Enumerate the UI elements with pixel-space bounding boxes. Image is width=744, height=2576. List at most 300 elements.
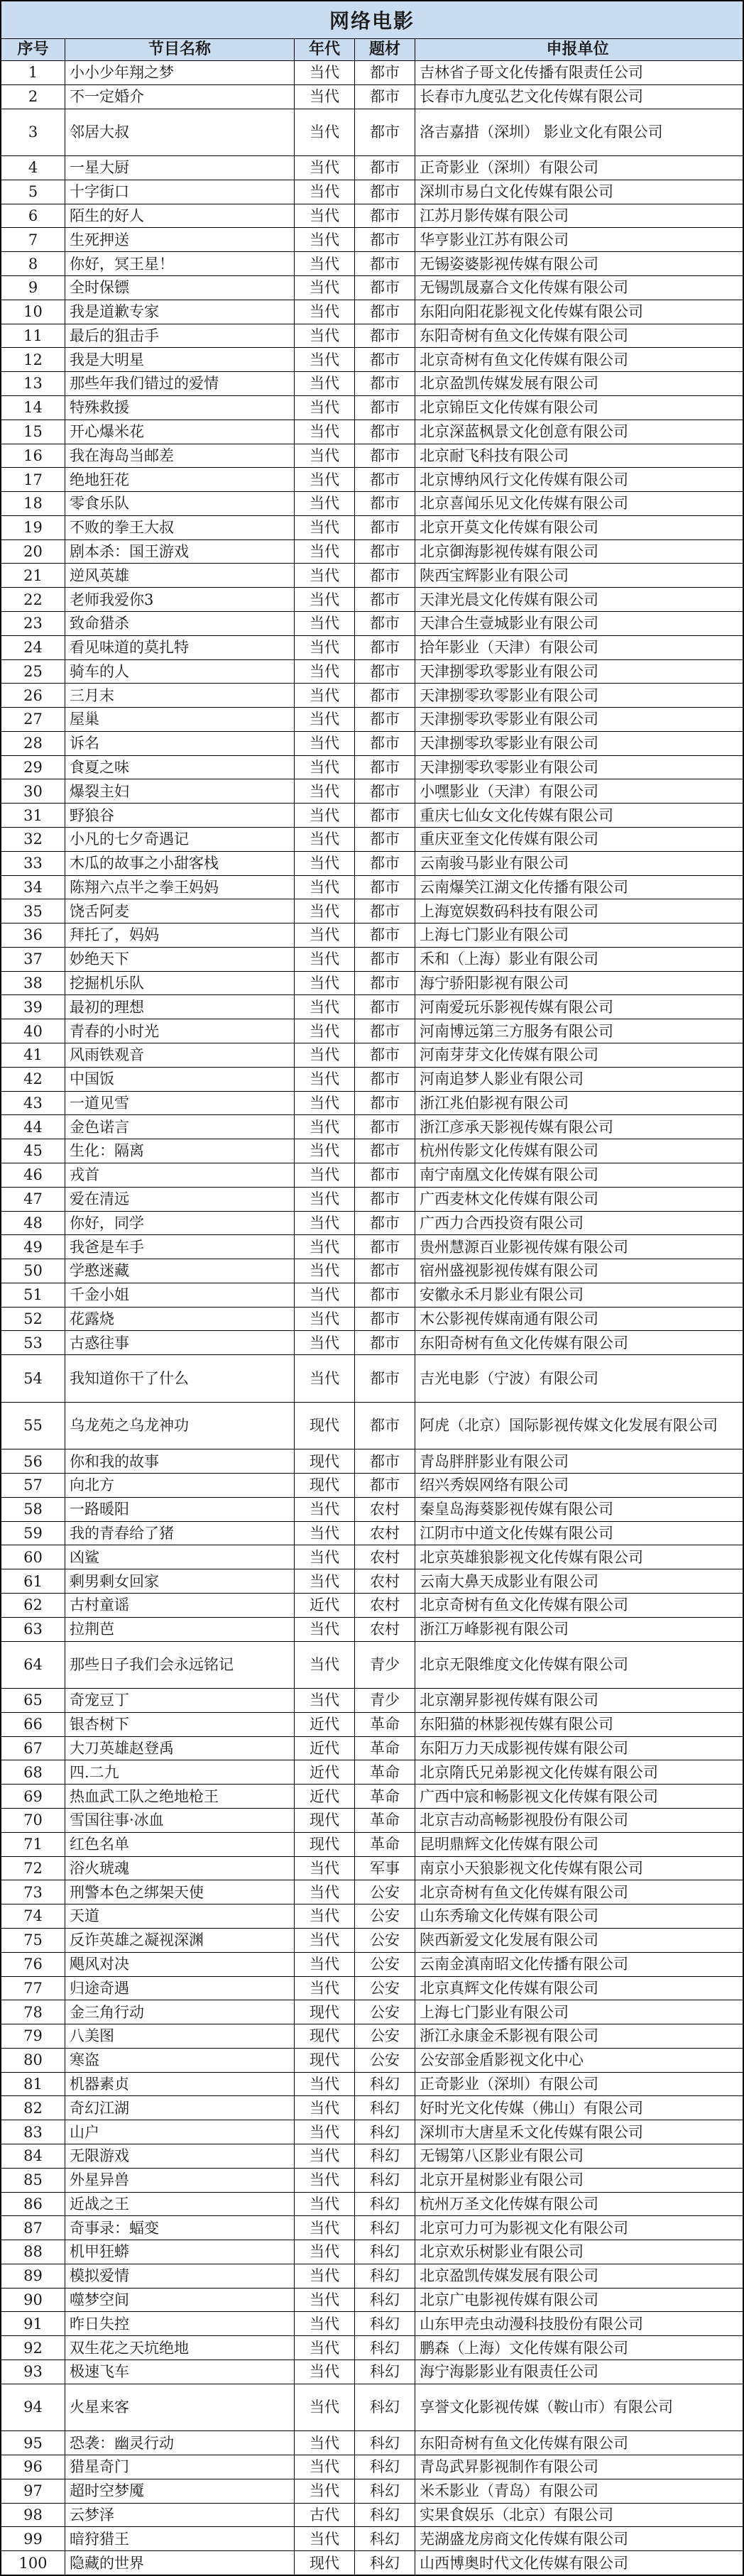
cell-theme: 都市	[355, 995, 415, 1019]
table-row	[1, 995, 743, 1019]
cell-unit: 浙江兆伯影视有限公司	[420, 1094, 569, 1112]
cell-unit: 深圳市易白文化传媒有限公司	[420, 183, 613, 201]
cell-name: 剩男剩女回家	[65, 1569, 295, 1593]
cell-era: 当代	[295, 1019, 355, 1043]
cell-no: 10	[1, 300, 65, 324]
cell-era: 当代	[295, 2455, 355, 2479]
table-row	[1, 300, 743, 324]
cell-theme: 都市	[355, 828, 415, 851]
cell-era: 当代	[295, 804, 355, 827]
cell-name: 骑车的人	[65, 660, 295, 684]
cell-name: 老师我爱你3	[65, 588, 295, 611]
cell-unit: 米禾影业（青岛）有限公司	[420, 2482, 598, 2500]
cell-unit: 天津光晨文化传媒有限公司	[420, 591, 598, 608]
cell-name: 四.二九	[65, 1760, 295, 1784]
cell-no: 9	[1, 276, 65, 300]
cell-theme: 都市	[355, 492, 415, 515]
cell-era: 当代	[295, 1545, 355, 1569]
cell-name: 机甲狂蟒	[65, 2240, 295, 2264]
table-row	[1, 444, 743, 468]
table-row	[1, 1857, 743, 1881]
cell-no: 59	[1, 1522, 65, 1545]
cell-no: 12	[1, 348, 65, 371]
cell-unit: 南宁南凰文化传媒有限公司	[420, 1166, 598, 1184]
cell-era: 当代	[295, 923, 355, 947]
cell-theme: 科幻	[355, 2431, 415, 2455]
cell-no: 97	[1, 2479, 65, 2503]
cell-unit: 无锡凯晟嘉合文化传媒有限公司	[420, 279, 628, 297]
table-row	[1, 1809, 743, 1833]
cell-unit: 北京可力可为影视文化有限公司	[420, 2219, 628, 2237]
cell-no: 71	[1, 1833, 65, 1856]
cell-theme: 青少	[355, 1642, 415, 1689]
cell-name: 金三角行动	[65, 2000, 295, 2024]
cell-era: 当代	[295, 948, 355, 971]
cell-theme: 科幻	[355, 2527, 415, 2550]
table-row	[1, 1092, 743, 1116]
cell-era: 当代	[295, 109, 355, 156]
cell-era: 当代	[295, 972, 355, 995]
cell-era: 现代	[295, 2000, 355, 2024]
cell-unit: 陕西宝辉影业有限公司	[420, 566, 569, 584]
cell-era: 当代	[295, 2144, 355, 2168]
table-row	[1, 276, 743, 300]
cell-unit: 昆明鼎辉文化传媒有限公司	[420, 1836, 598, 1853]
cell-era: 当代	[295, 1522, 355, 1545]
table-row	[1, 1403, 743, 1450]
cell-name: 剧本杀：国王游戏	[65, 540, 295, 564]
cell-era: 当代	[295, 2312, 355, 2335]
cell-era: 当代	[295, 1259, 355, 1283]
table-row	[1, 1904, 743, 1929]
cell-no: 34	[1, 876, 65, 899]
table-row	[1, 1212, 743, 1236]
table-row	[1, 1498, 743, 1522]
cell-theme: 都市	[355, 420, 415, 444]
cell-theme: 科幻	[355, 2384, 415, 2431]
cell-unit: 北京奇树有鱼文化传媒有限公司	[420, 1883, 628, 1901]
cell-era: 当代	[295, 828, 355, 851]
cell-name: 超时空梦魇	[65, 2479, 295, 2503]
table-row	[1, 2000, 743, 2024]
cell-unit: 东阳万力天成影视传媒有限公司	[420, 1740, 628, 1757]
cell-theme: 都市	[355, 300, 415, 324]
header-row	[0, 39, 744, 61]
cell-no: 8	[1, 252, 65, 275]
cell-name: 看见味道的莫扎特	[65, 636, 295, 659]
cell-era: 现代	[295, 1474, 355, 1497]
cell-era: 近代	[295, 1785, 355, 1808]
cell-unit: 北京耐飞科技有限公司	[420, 446, 569, 464]
table-row	[1, 2024, 743, 2049]
cell-name: 屋巢	[65, 708, 295, 731]
cell-name: 大刀英雄赵登禹	[65, 1737, 295, 1760]
cell-theme: 都市	[355, 588, 415, 611]
cell-era: 现代	[295, 1449, 355, 1473]
cell-no: 20	[1, 540, 65, 564]
table-row	[1, 804, 743, 828]
cell-no: 23	[1, 612, 65, 635]
cell-name: 开心爆米花	[65, 420, 295, 444]
cell-theme: 科幻	[355, 2455, 415, 2479]
cell-era: 当代	[295, 1618, 355, 1641]
cell-era: 当代	[295, 636, 355, 659]
header-theme: 题材	[355, 39, 415, 60]
cell-unit: 正奇影业（深圳）有限公司	[420, 2075, 598, 2093]
cell-unit: 阿虎（北京）国际影视传媒文化发展有限公司	[420, 1417, 718, 1435]
cell-no: 50	[1, 1259, 65, 1283]
cell-era: 当代	[295, 180, 355, 204]
cell-no: 27	[1, 708, 65, 731]
cell-name: 最后的狙击手	[65, 324, 295, 348]
cell-unit: 北京盈凯传媒发展有限公司	[420, 2267, 598, 2285]
table-body	[0, 61, 744, 2576]
cell-no: 26	[1, 684, 65, 707]
cell-name: 学憨迷藏	[65, 1259, 295, 1283]
cell-theme: 都市	[355, 204, 415, 228]
cell-name: 反诈英雄之凝视深渊	[65, 1929, 295, 1952]
cell-theme: 都市	[355, 468, 415, 491]
table-row	[1, 2384, 743, 2432]
table-row	[1, 540, 743, 564]
cell-name: 一路暖阳	[65, 1498, 295, 1521]
cell-no: 73	[1, 1880, 65, 1904]
cell-name: 风雨铁观音	[65, 1043, 295, 1067]
cell-no: 74	[1, 1904, 65, 1928]
cell-theme: 公安	[355, 1929, 415, 1952]
cell-name: 刑警本色之绑架天使	[65, 1880, 295, 1904]
cell-name: 寒盗	[65, 2049, 295, 2072]
cell-era: 当代	[295, 1929, 355, 1952]
cell-unit: 云南金滇南昭文化传播有限公司	[420, 1956, 628, 1973]
cell-unit: 实果食娱乐（北京）有限公司	[420, 2506, 613, 2523]
cell-no: 61	[1, 1569, 65, 1593]
cell-unit: 北京开星树影业有限公司	[420, 2171, 584, 2189]
cell-unit: 杭州传影文化传媒有限公司	[420, 1142, 598, 1160]
cell-name: 零食乐队	[65, 492, 295, 515]
table-row	[1, 2216, 743, 2240]
cell-era: 当代	[295, 708, 355, 731]
table-row	[1, 1259, 743, 1283]
cell-name: 红色名单	[65, 1833, 295, 1856]
cell-era: 当代	[295, 1043, 355, 1067]
cell-unit: 广西麦林文化传媒有限公司	[420, 1190, 598, 1208]
cell-era: 当代	[295, 1642, 355, 1689]
cell-no: 58	[1, 1498, 65, 1521]
cell-no: 17	[1, 468, 65, 491]
table-row	[1, 324, 743, 349]
cell-no: 95	[1, 2431, 65, 2455]
cell-unit: 天津捌零玖零影业有限公司	[420, 686, 598, 704]
cell-unit: 禾和（上海）影业有限公司	[420, 950, 598, 968]
cell-theme: 农村	[355, 1569, 415, 1593]
cell-name: 古村童谣	[65, 1594, 295, 1617]
cell-no: 36	[1, 923, 65, 947]
cell-theme: 都市	[355, 779, 415, 803]
cell-theme: 都市	[355, 756, 415, 779]
cell-name: 恐袭：幽灵行动	[65, 2431, 295, 2455]
cell-unit: 东阳向阳花影视文化传媒有限公司	[420, 303, 643, 321]
cell-unit: 青岛胖胖影业有限公司	[420, 1452, 569, 1470]
cell-unit: 享誉文化影视传媒（鞍山市）有限公司	[420, 2399, 673, 2416]
cell-no: 19	[1, 516, 65, 539]
cell-unit: 北京盈凯传媒发展有限公司	[420, 375, 598, 393]
table-row	[1, 156, 743, 180]
cell-theme: 都市	[355, 899, 415, 923]
cell-no: 35	[1, 899, 65, 923]
cell-no: 100	[1, 2551, 65, 2575]
cell-no: 64	[1, 1642, 65, 1689]
cell-era: 现代	[295, 1833, 355, 1856]
cell-theme: 科幻	[355, 2264, 415, 2288]
table-row	[1, 588, 743, 612]
table-row	[1, 1594, 743, 1618]
cell-era: 当代	[295, 2431, 355, 2455]
cell-name: 隐藏的世界	[65, 2551, 295, 2575]
cell-era: 当代	[295, 1904, 355, 1928]
table-row	[1, 1163, 743, 1188]
cell-era: 当代	[295, 1188, 355, 1211]
cell-no: 96	[1, 2455, 65, 2479]
cell-name: 我的青春给了猪	[65, 1522, 295, 1545]
cell-era: 现代	[295, 2551, 355, 2575]
cell-name: 机器素贞	[65, 2073, 295, 2096]
cell-theme: 科幻	[355, 2312, 415, 2335]
cell-era: 当代	[295, 2336, 355, 2359]
cell-theme: 都市	[355, 1188, 415, 1211]
table-row	[1, 85, 743, 109]
cell-no: 41	[1, 1043, 65, 1067]
cell-era: 现代	[295, 2024, 355, 2048]
cell-theme: 科幻	[355, 2289, 415, 2312]
cell-era: 当代	[295, 2096, 355, 2120]
cell-unit: 广西力合西投资有限公司	[420, 1214, 584, 1232]
cell-unit: 上海七门影业有限公司	[420, 926, 569, 944]
table-row	[1, 2289, 743, 2313]
cell-theme: 都市	[355, 1331, 415, 1354]
cell-unit: 天津捌零玖零影业有限公司	[420, 758, 598, 776]
cell-name: 金色诺言	[65, 1115, 295, 1139]
cell-name: 十字街口	[65, 180, 295, 204]
cell-theme: 都市	[355, 1474, 415, 1497]
cell-name: 中国饭	[65, 1068, 295, 1091]
table-row	[1, 948, 743, 972]
cell-unit: 北京深蓝枫景文化创意有限公司	[420, 423, 628, 441]
cell-unit: 秦皇岛海葵影视传媒有限公司	[420, 1501, 613, 1518]
cell-theme: 青少	[355, 1689, 415, 1712]
cell-no: 66	[1, 1713, 65, 1736]
cell-no: 80	[1, 2049, 65, 2072]
cell-name: 奇幻江湖	[65, 2096, 295, 2120]
cell-era: 当代	[295, 2289, 355, 2312]
cell-no: 49	[1, 1235, 65, 1259]
cell-era: 当代	[295, 252, 355, 275]
cell-theme: 革命	[355, 1760, 415, 1784]
cell-theme: 都市	[355, 324, 415, 348]
cell-name: 食夏之味	[65, 756, 295, 779]
cell-era: 当代	[295, 899, 355, 923]
cell-era: 当代	[295, 1857, 355, 1880]
cell-name: 银杏树下	[65, 1713, 295, 1736]
cell-name: 花露烧	[65, 1308, 295, 1331]
cell-era: 当代	[295, 348, 355, 371]
cell-name: 归途奇遇	[65, 1977, 295, 2000]
cell-theme: 革命	[355, 1785, 415, 1808]
cell-theme: 革命	[355, 1737, 415, 1760]
cell-era: 当代	[295, 276, 355, 300]
cell-unit: 浙江彦承天影视传媒有限公司	[420, 1118, 613, 1136]
table-row	[1, 1474, 743, 1498]
cell-theme: 都市	[355, 1212, 415, 1235]
cell-no: 13	[1, 372, 65, 395]
header-era: 年代	[295, 39, 355, 60]
cell-era: 近代	[295, 1594, 355, 1617]
cell-name: 野狼谷	[65, 804, 295, 827]
table-row	[1, 564, 743, 588]
cell-name: 双生花之天坑绝地	[65, 2336, 295, 2359]
cell-no: 78	[1, 2000, 65, 2024]
table-row	[1, 756, 743, 780]
cell-theme: 都市	[355, 972, 415, 995]
table-row	[1, 2527, 743, 2551]
cell-theme: 公安	[355, 1880, 415, 1904]
table-row	[1, 2455, 743, 2479]
cell-unit: 无锡姿婆影视传媒有限公司	[420, 255, 598, 273]
cell-era: 当代	[295, 1880, 355, 1904]
cell-unit: 青岛武昇影视制作有限公司	[420, 2458, 598, 2476]
cell-unit: 天津捌零玖零影业有限公司	[420, 662, 598, 680]
table-row	[1, 1833, 743, 1857]
cell-theme: 农村	[355, 1498, 415, 1521]
cell-unit: 云南爆笑江湖文化传播有限公司	[420, 878, 628, 896]
cell-era: 当代	[295, 588, 355, 611]
cell-era: 当代	[295, 612, 355, 635]
cell-theme: 都市	[355, 85, 415, 109]
cell-no: 86	[1, 2193, 65, 2216]
cell-theme: 都市	[355, 1092, 415, 1115]
cell-unit: 山西博奥时代文化传媒有限公司	[420, 2554, 628, 2572]
cell-name: 天道	[65, 1904, 295, 1928]
cell-name: 不一定婚介	[65, 85, 295, 109]
cell-unit: 上海宽娱数码科技有限公司	[420, 902, 598, 920]
cell-theme: 都市	[355, 372, 415, 395]
cell-theme: 都市	[355, 1019, 415, 1043]
cell-unit: 贵州慧源百业影视传媒有限公司	[420, 1238, 628, 1256]
cell-no: 62	[1, 1594, 65, 1617]
cell-no: 85	[1, 2169, 65, 2192]
cell-unit: 北京广电影视传媒有限公司	[420, 2291, 598, 2308]
cell-theme: 都市	[355, 252, 415, 275]
cell-era: 当代	[295, 732, 355, 755]
cell-era: 当代	[295, 1569, 355, 1593]
cell-no: 87	[1, 2216, 65, 2240]
cell-no: 5	[1, 180, 65, 204]
cell-unit: 云南大鼻天成影业有限公司	[420, 1572, 598, 1590]
cell-no: 65	[1, 1689, 65, 1712]
table-row	[1, 1235, 743, 1259]
cell-era: 当代	[295, 468, 355, 491]
cell-era: 当代	[295, 492, 355, 515]
cell-unit: 宿州盛视影视传媒有限公司	[420, 1262, 598, 1280]
cell-theme: 公安	[355, 1953, 415, 1976]
cell-no: 18	[1, 492, 65, 515]
cell-theme: 都市	[355, 636, 415, 659]
cell-era: 当代	[295, 1235, 355, 1259]
cell-theme: 都市	[355, 1403, 415, 1449]
cell-name: 雪国往事·冰血	[65, 1809, 295, 1832]
cell-unit: 河南芽芽文化传媒有限公司	[420, 1046, 598, 1064]
cell-name: 我爸是车手	[65, 1235, 295, 1259]
sheet-title: 网络电影	[0, 0, 744, 39]
cell-name: 奇事录：蝠变	[65, 2216, 295, 2240]
cell-no: 82	[1, 2096, 65, 2120]
cell-name: 全时保镖	[65, 276, 295, 300]
cell-unit: 北京锦臣文化传媒有限公司	[420, 399, 598, 417]
cell-era: 当代	[295, 1163, 355, 1187]
cell-no: 46	[1, 1163, 65, 1187]
table-row	[1, 348, 743, 372]
cell-no: 77	[1, 1977, 65, 2000]
cell-name: 那些日子我们会永远铭记	[65, 1642, 295, 1689]
cell-name: 凶鲨	[65, 1545, 295, 1569]
cell-no: 37	[1, 948, 65, 971]
cell-no: 44	[1, 1115, 65, 1139]
cell-theme: 都市	[355, 660, 415, 684]
cell-unit: 山东甲壳虫动漫科技股份有限公司	[420, 2315, 643, 2333]
cell-name: 爆裂主妇	[65, 779, 295, 803]
cell-unit: 东阳奇树有鱼文化传媒有限公司	[420, 2434, 628, 2452]
cell-unit: 浙江永康金禾影视有限公司	[420, 2027, 598, 2045]
cell-name: 妙绝天下	[65, 948, 295, 971]
cell-no: 33	[1, 852, 65, 875]
cell-name: 拉荆芭	[65, 1618, 295, 1641]
cell-no: 63	[1, 1618, 65, 1641]
cell-theme: 农村	[355, 1522, 415, 1545]
cell-name: 陌生的好人	[65, 204, 295, 228]
cell-name: 我在海岛当邮差	[65, 444, 295, 468]
cell-name: 你好，同学	[65, 1212, 295, 1235]
cell-no: 56	[1, 1449, 65, 1473]
cell-no: 42	[1, 1068, 65, 1091]
cell-theme: 都市	[355, 1043, 415, 1067]
table-row	[1, 396, 743, 420]
cell-era: 当代	[295, 228, 355, 251]
cell-unit: 浙江万峰影视有限公司	[420, 1621, 569, 1638]
table-row	[1, 2479, 743, 2504]
cell-name: 无限游戏	[65, 2144, 295, 2168]
table-row	[1, 372, 743, 396]
table-row	[1, 1545, 743, 1569]
cell-era: 当代	[295, 2360, 355, 2384]
cell-era: 现代	[295, 1809, 355, 1832]
cell-unit: 天津捌零玖零影业有限公司	[420, 735, 598, 752]
table-row	[1, 1737, 743, 1761]
cell-name: 我是道歉专家	[65, 300, 295, 324]
cell-no: 55	[1, 1403, 65, 1449]
table-row	[1, 2431, 743, 2455]
cell-era: 当代	[295, 564, 355, 587]
cell-unit: 江阴市中道文化传媒有限公司	[420, 1524, 613, 1542]
table-row	[1, 1355, 743, 1403]
cell-no: 90	[1, 2289, 65, 2312]
cell-unit: 山东秀瑜文化传媒有限公司	[420, 1907, 598, 1925]
cell-era: 现代	[295, 1403, 355, 1449]
cell-unit: 海宁骄阳影视有限公司	[420, 975, 569, 992]
table-row	[1, 732, 743, 756]
cell-era: 当代	[295, 1977, 355, 2000]
cell-name: 奇宠豆丁	[65, 1689, 295, 1712]
cell-unit: 北京御海影视传媒有限公司	[420, 542, 598, 560]
